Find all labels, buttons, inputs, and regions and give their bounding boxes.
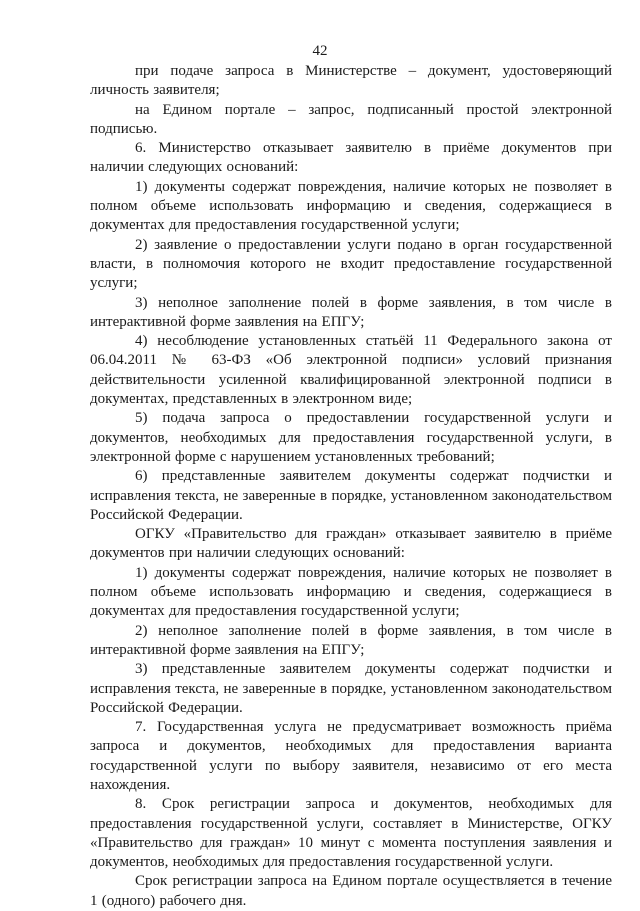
paragraph: 5) подача запроса о предоставлении государственной услуги и документов, необходимых для предоставления государственной услуги, в электронной форме с нарушением установленных требований; — [90, 410, 612, 465]
paragraph: Срок регистрации запроса на Едином портале осуществляется в течение 1 (одного) рабочего дня. — [90, 873, 612, 909]
paragraph: ОГКУ «Правительство для граждан» отказывает заявителю в приёме документов при наличии следующих оснований: — [90, 526, 612, 562]
paragraph: 6) представленные заявителем документы содержат подчистки и исправления текста, не заверенные в порядке, установленном законодательством Российской Федерации. — [90, 468, 612, 523]
paragraph: 2) заявление о предоставлении услуги подано в орган государственной власти, в полномочия которого не входит предоставление государственной услуги; — [90, 236, 612, 292]
paragraph: при подаче запроса в Министерстве – документ, удостоверяющий личность заявителя; — [90, 63, 612, 99]
paragraph: 1) документы содержат повреждения, наличие которых не позволяет в полном объеме использовать информацию и сведения, содержащиеся в документах для предоставления государственной услуги; — [90, 178, 612, 234]
page-number: 42 — [312, 43, 328, 59]
paragraph: 6. Министерство отказывает заявителю в приёме документов при наличии следующих оснований: — [90, 140, 612, 176]
paragraph: 7. Государственная услуга не предусматривает возможность приёма запроса и документов, необходимых для предоставления варианта государственной услуги по выбору заявителя, независимо от его места нахождения. — [90, 719, 612, 793]
paragraph: на Едином портале – запрос, подписанный простой электронной подписью. — [90, 101, 612, 137]
paragraph: 4) несоблюдение установленных статьёй 11 Федерального закона от 06.04.2011 № 63-ФЗ «Об электронной подписи» условий признания действительности усиленной квалифицированной электронной подписи в документах, представленных в электронном виде; — [90, 333, 612, 408]
paragraph: 8. Срок регистрации запроса и документов, необходимых для предоставления государственной услуги, составляет в Министерстве, ОГКУ «Правительство для граждан» 10 минут с момента поступления заявления и документов, необходимых для предоставления государственной услуги. — [90, 796, 612, 871]
paragraph: 1) документы содержат повреждения, наличие которых не позволяет в полном объеме использовать информацию и сведения, содержащиеся в документах для предоставления государственной услуги; — [90, 564, 612, 620]
paragraph: 3) представленные заявителем документы содержат подчистки и исправления текста, не заверенные в порядке, установленном законодательством Российской Федерации. — [90, 661, 612, 716]
document-body — [90, 62, 612, 911]
paragraph: 2) неполное заполнение полей в форме заявления, в том числе в интерактивной форме заявления на ЕПГУ; — [90, 622, 612, 658]
paragraph: 3) неполное заполнение полей в форме заявления, в том числе в интерактивной форме заявления на ЕПГУ; — [90, 294, 612, 330]
